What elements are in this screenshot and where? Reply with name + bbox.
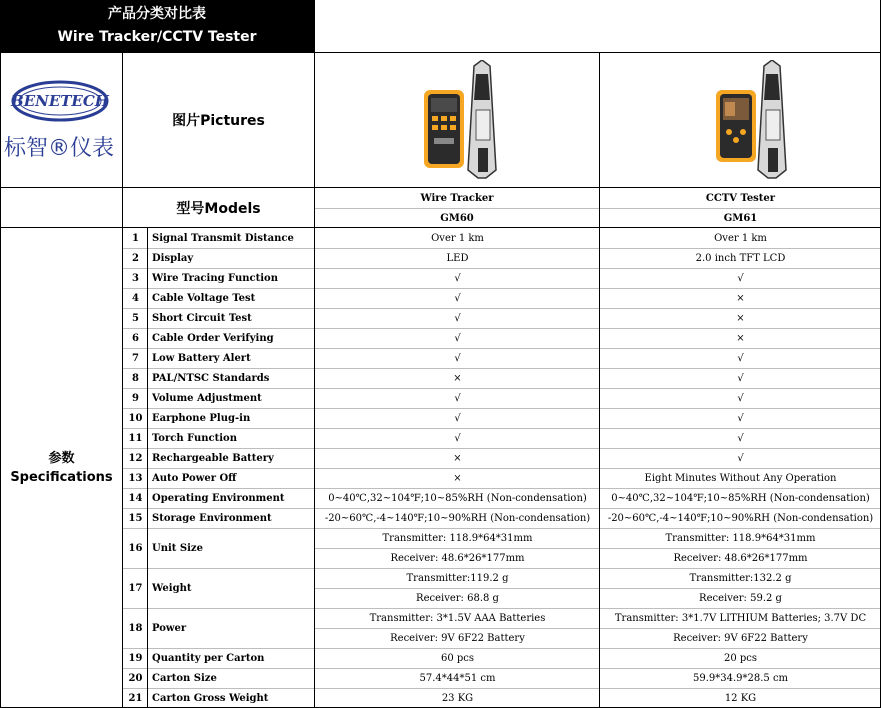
spec-row-label: Power <box>152 622 187 634</box>
grid-line <box>123 308 881 309</box>
spec-row-label: Storage Environment <box>152 512 272 524</box>
spec-row-number: 3 <box>132 272 139 284</box>
gm60-value: × <box>453 472 462 484</box>
gm60-value: Transmitter: 118.9*64*31mm <box>382 532 533 544</box>
gm60-value: √ <box>454 312 461 324</box>
spec-row-number: 19 <box>128 652 143 664</box>
product-image-gm60 <box>422 60 512 180</box>
gm60-value: 60 pcs <box>440 652 475 664</box>
gm61-value: √ <box>737 412 744 424</box>
gm61-value: 0~40℃,32~104℉;10~85%RH (Non-condensation) <box>611 492 870 504</box>
gm60-value: Transmitter: 3*1.5V AAA Batteries <box>369 612 546 624</box>
grid-line <box>123 468 881 469</box>
pictures-header: 图片Pictures <box>172 113 265 129</box>
gm61-value: √ <box>737 352 744 364</box>
spec-row-label: Earphone Plug-in <box>152 412 251 424</box>
grid-line <box>123 368 881 369</box>
grid-line <box>122 52 123 708</box>
spec-row-number: 10 <box>128 412 143 424</box>
grid-line <box>123 528 881 529</box>
grid-line <box>314 0 315 708</box>
spec-row-label: Torch Function <box>152 432 237 444</box>
models-header: 型号Models <box>176 201 261 217</box>
grid-line <box>123 688 881 689</box>
grid-line <box>315 628 881 629</box>
title-cn: 产品分类对比表 <box>108 6 206 22</box>
spec-row-label: Auto Power Off <box>152 472 237 484</box>
spec-row-label: Wire Tracing Function <box>152 272 278 284</box>
spec-row-label: Cable Voltage Test <box>152 292 256 304</box>
spec-row-number: 11 <box>128 432 143 444</box>
gm61-value: × <box>736 332 745 344</box>
spec-row-label: Signal Transmit Distance <box>152 232 294 244</box>
grid-line <box>123 388 881 389</box>
grid-line <box>123 428 881 429</box>
spec-row-number: 1 <box>132 232 139 244</box>
spec-row-number: 15 <box>128 512 143 524</box>
gm61-value: Transmitter:132.2 g <box>689 572 792 584</box>
grid-line <box>0 187 881 188</box>
gm61-value: Receiver: 59.2 g <box>699 592 782 604</box>
gm61-value: Receiver: 48.6*26*177mm <box>673 552 808 564</box>
model-code-gm61: GM61 <box>723 213 758 224</box>
spec-row-label: Carton Size <box>152 672 217 684</box>
spec-row-label: Low Battery Alert <box>152 352 251 364</box>
model-code-gm60: GM60 <box>440 213 474 224</box>
gm60-value: √ <box>454 352 461 364</box>
spec-row-number: 17 <box>128 582 143 594</box>
product-name-gm61: CCTV Tester <box>705 193 776 204</box>
spec-row-label: Weight <box>152 582 192 594</box>
logo-brand-text: BENETECH <box>11 92 109 110</box>
gm61-value: 59.9*34.9*28.5 cm <box>692 672 789 684</box>
grid-line <box>315 208 881 209</box>
gm60-value: √ <box>454 432 461 444</box>
gm60-value: LED <box>446 252 469 264</box>
spec-row-label: Carton Gross Weight <box>152 692 269 704</box>
specifications-label <box>0 228 123 708</box>
gm61-value: × <box>736 292 745 304</box>
gm60-value: √ <box>454 332 461 344</box>
grid-line <box>123 568 881 569</box>
spec-row-number: 12 <box>128 452 143 464</box>
spec-row-label: Volume Adjustment <box>152 392 262 404</box>
grid-line <box>123 348 881 349</box>
gm60-value: √ <box>454 272 461 284</box>
gm61-value: × <box>736 312 745 324</box>
spec-row-number: 18 <box>128 622 143 634</box>
logo-ellipse-icon <box>8 74 116 134</box>
spec-row-number: 16 <box>128 542 143 554</box>
grid-line <box>123 288 881 289</box>
gm60-value: Receiver: 9V 6F22 Battery <box>390 632 525 644</box>
gm60-value: × <box>453 452 462 464</box>
gm61-value: 12 KG <box>724 692 757 704</box>
product-image-gm61 <box>712 60 802 180</box>
gm61-value: √ <box>737 272 744 284</box>
gm61-value: Eight Minutes Without Any Operation <box>644 472 837 484</box>
spec-row-label: Cable Order Verifying <box>152 332 274 344</box>
grid-line <box>123 248 881 249</box>
gm61-value: √ <box>737 372 744 384</box>
gm60-value: 0~40℃,32~104℉;10~85%RH (Non-condensation) <box>328 492 587 504</box>
gm61-value: Transmitter: 3*1.7V LITHIUM Batteries; 3.7V DC <box>614 612 867 624</box>
gm61-value: Over 1 km <box>714 232 767 244</box>
grid-line <box>147 228 148 708</box>
title-en: Wire Tracker/CCTV Tester <box>57 29 257 45</box>
gm61-value: Receiver: 9V 6F22 Battery <box>673 632 808 644</box>
specs-label-en: Specifications <box>10 470 113 485</box>
spec-row-number: 21 <box>128 692 143 704</box>
grid-line <box>123 268 881 269</box>
gm61-value: √ <box>737 392 744 404</box>
spec-row-number: 2 <box>132 252 139 264</box>
gm60-value: Receiver: 68.8 g <box>416 592 499 604</box>
spec-row-number: 13 <box>128 472 143 484</box>
grid-line <box>123 608 881 609</box>
grid-line <box>315 548 881 549</box>
product-name-gm60: Wire Tracker <box>420 193 494 204</box>
gm60-value: 23 KG <box>441 692 474 704</box>
spec-row-number: 9 <box>132 392 139 404</box>
gm60-value: √ <box>454 292 461 304</box>
table-title <box>0 0 314 52</box>
spec-row-number: 14 <box>128 492 143 504</box>
gm60-value: Receiver: 48.6*26*177mm <box>390 552 525 564</box>
gm60-value: √ <box>454 412 461 424</box>
specs-label-cn: 参数 <box>48 451 75 466</box>
spec-row-label: Rechargeable Battery <box>152 452 274 464</box>
gm60-value: Transmitter:119.2 g <box>406 572 509 584</box>
spec-row-label: PAL/NTSC Standards <box>152 372 270 384</box>
gm60-value: √ <box>454 392 461 404</box>
spec-row-label: Quantity per Carton <box>152 652 265 664</box>
grid-line <box>599 52 600 708</box>
gm60-value: × <box>453 372 462 384</box>
logo-cn-name: 标智®仪表 <box>4 136 115 161</box>
spec-row-label: Unit Size <box>152 542 203 554</box>
spec-row-number: 4 <box>132 292 139 304</box>
grid-line <box>123 408 881 409</box>
spec-row-number: 7 <box>132 352 139 364</box>
grid-line <box>123 488 881 489</box>
spec-row-number: 5 <box>132 312 139 324</box>
grid-line <box>0 52 881 53</box>
spec-row-number: 8 <box>132 372 139 384</box>
gm61-value: √ <box>737 452 744 464</box>
gm61-value: √ <box>737 432 744 444</box>
spec-row-label: Short Circuit Test <box>152 312 252 324</box>
grid-line <box>123 508 881 509</box>
cctv-tester-device-icon <box>712 60 802 180</box>
grid-line <box>315 588 881 589</box>
gm61-value: 2.0 inch TFT LCD <box>695 252 786 264</box>
grid-line <box>123 328 881 329</box>
grid-line <box>123 448 881 449</box>
gm60-value: 57.4*44*51 cm <box>419 672 496 684</box>
grid-line <box>0 52 1 708</box>
spec-row-label: Operating Environment <box>152 492 285 504</box>
grid-line <box>123 668 881 669</box>
grid-line <box>123 648 881 649</box>
gm60-value: -20~60℃,-4~140℉;10~90%RH (Non-condensation) <box>324 512 591 524</box>
spec-row-number: 20 <box>128 672 143 684</box>
gm60-value: Over 1 km <box>431 232 484 244</box>
gm61-value: Transmitter: 118.9*64*31mm <box>665 532 816 544</box>
gm61-value: 20 pcs <box>723 652 758 664</box>
grid-line <box>0 227 881 228</box>
brand-logo <box>4 74 116 164</box>
gm61-value: -20~60℃,-4~140℉;10~90%RH (Non-condensation) <box>607 512 874 524</box>
wire-tracker-device-icon <box>422 60 512 180</box>
spec-row-number: 6 <box>132 332 139 344</box>
spec-row-label: Display <box>152 252 194 264</box>
